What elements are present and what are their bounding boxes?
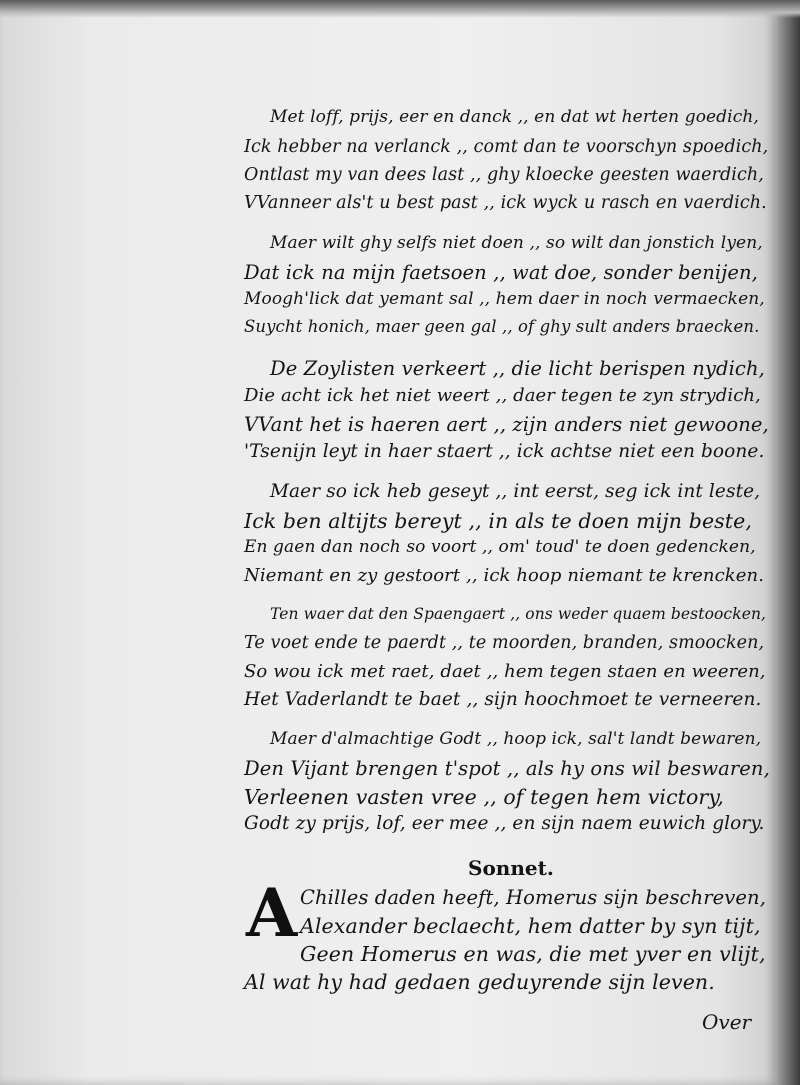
poem-line: Suycht honich, maer geen gal ,, of ghy sult anders braecken. xyxy=(244,317,760,336)
sonnet-heading: Sonnet. xyxy=(468,856,554,880)
catchword: Over xyxy=(702,1010,752,1034)
poem-line: Ick ben altijts bereyt ,, in als te doen mijn beste, xyxy=(244,509,752,533)
poem-line: Godt zy prijs, lof, eer mee ,, en sijn naem euwich glory. xyxy=(244,813,765,834)
poem-line: Met loff, prijs, eer en danck ,, en dat wt herten goedich, xyxy=(270,107,759,127)
sonnet-line: Geen Homerus en was, die met yver en vlijt, xyxy=(300,942,766,966)
poem-line: Ontlast my van dees last ,, ghy kloecke geesten waerdich, xyxy=(244,165,764,185)
poem-line: Maer wilt ghy selfs niet doen ,, so wilt dan jonstich lyen, xyxy=(270,233,763,253)
poem-line: VVanneer als't u best past ,, ick wyck u rasch en vaerdich. xyxy=(244,193,767,213)
poem-line: Niemant en zy gestoort ,, ick hoop niemant te krencken. xyxy=(244,565,765,586)
poem-line: Moogh'lick dat yemant sal ,, hem daer in noch vermaecken, xyxy=(244,289,765,309)
sonnet-line: Chilles daden heeft, Homerus sijn beschreven, xyxy=(300,886,767,909)
adjacent-page-edge xyxy=(778,0,800,1085)
sonnet-line: Alexander beclaecht, hem datter by syn tijt, xyxy=(300,914,761,938)
sonnet-dropcap: A xyxy=(246,874,298,952)
poem-line: 'Tsenijn leyt in haer staert ,, ick achtse niet een boone. xyxy=(244,441,765,462)
poem-line: Maer d'almachtige Godt ,, hoop ick, sal't landt bewaren, xyxy=(270,729,762,749)
poem-line: Die acht ick het niet weert ,, daer tegen te zyn strydich, xyxy=(244,385,761,406)
page-top-shadow xyxy=(0,0,800,18)
poem-line: Ten waer dat den Spaengaert ,, ons weder quaem bestoocken, xyxy=(270,605,767,623)
poem-line: Ick hebber na verlanck ,, comt dan te voorschyn spoedich, xyxy=(244,137,769,157)
poem-line: Te voet ende te paerdt ,, te moorden, branden, smoocken, xyxy=(244,633,765,653)
poem-line: Dat ick na mijn faetsoen ,, wat doe, sonder benijen, xyxy=(244,261,758,284)
poem-line: En gaen dan noch so voort ,, om' toud' te doen gedencken, xyxy=(244,537,756,557)
poem-line: So wou ick met raet, daet ,, hem tegen staen en weeren, xyxy=(244,661,766,682)
poem-line: Het Vaderlandt te baet ,, sijn hoochmoet te verneeren. xyxy=(244,689,762,710)
poem-line: Maer so ick heb geseyt ,, int eerst, seg ick int leste, xyxy=(270,481,761,502)
poem-line: De Zoylisten verkeert ,, die licht berispen nydich, xyxy=(270,357,765,380)
poem-line: VVant het is haeren aert ,, zijn anders niet gewoone, xyxy=(244,413,769,436)
poem-line: Den Vijant brengen t'spot ,, als hy ons wil beswaren, xyxy=(244,757,770,780)
sonnet-line: Al wat hy had gedaen geduyrende sijn leven. xyxy=(244,970,715,994)
poem-line: Verleenen vasten vree ,, of tegen hem victory, xyxy=(244,785,724,809)
